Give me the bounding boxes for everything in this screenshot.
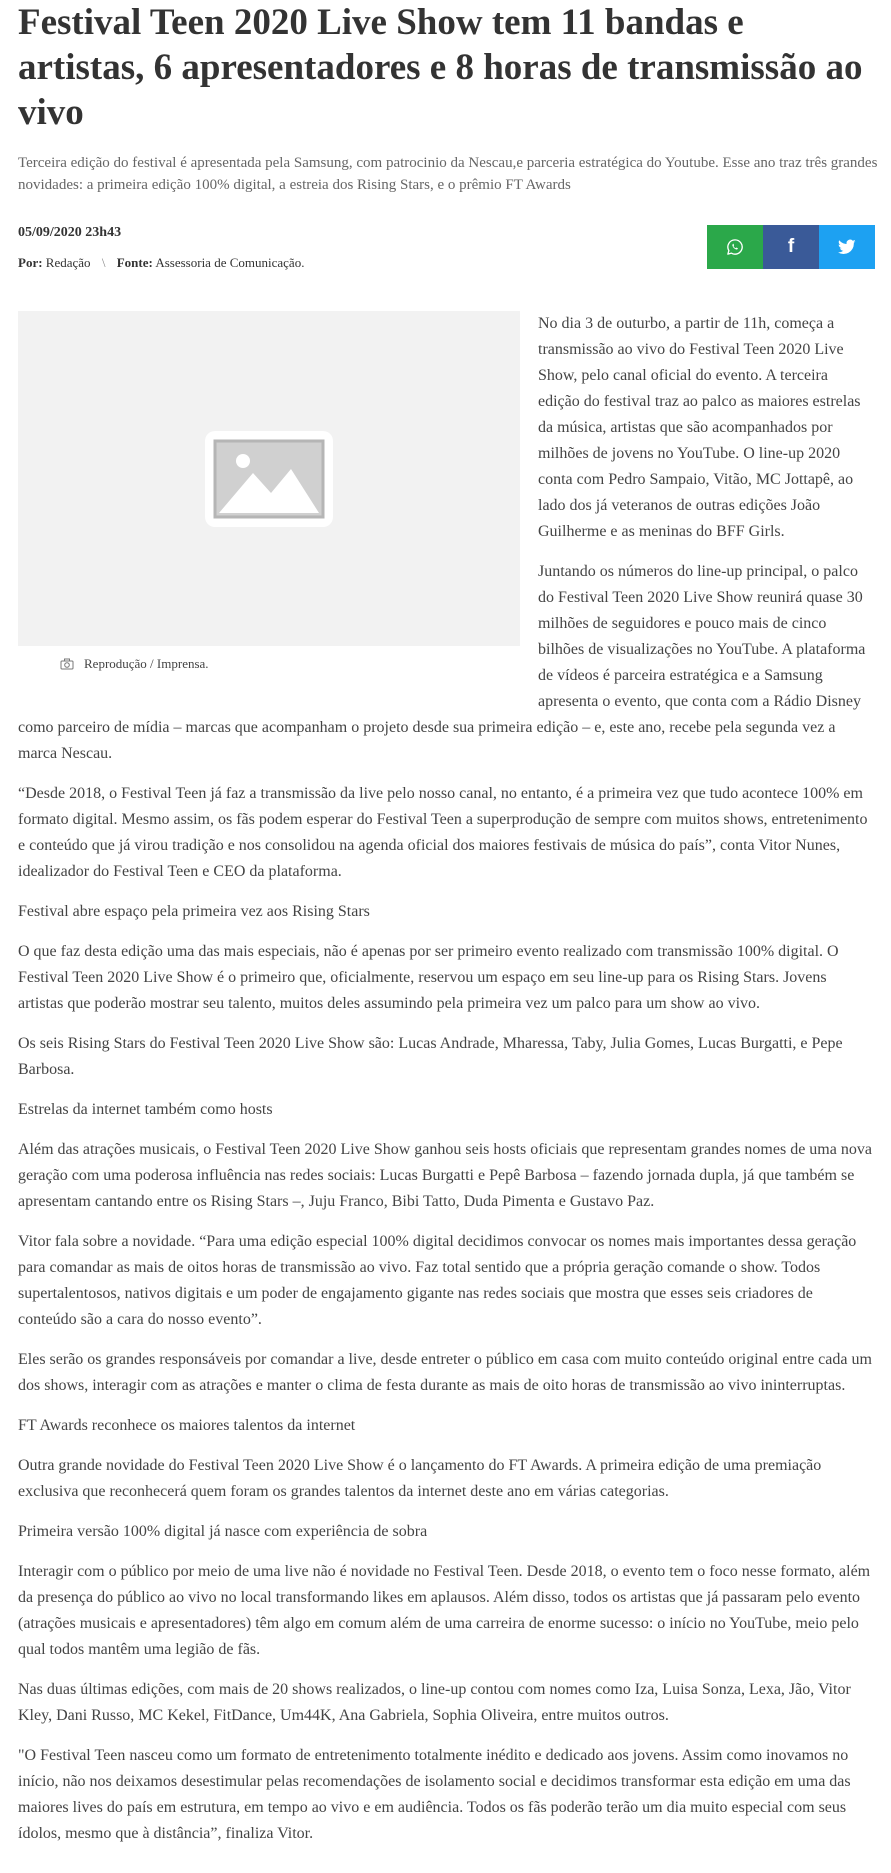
- publish-date: 05/09/2020 23h43: [18, 225, 122, 240]
- article-paragraph: Eles serão os grandes responsáveis por comandar a live, desde entreter o público em casa com muito conteúdo original entre cada um dos shows, interagir com as atrações e manter o clima de festa durante as mais de oito horas de transmissão ao vivo ininterruptas.: [18, 1351, 872, 1394]
- author-label: Por:: [18, 255, 43, 270]
- article-paragraph: Os seis Rising Stars do Festival Teen 2020 Live Show são: Lucas Andrade, Mharessa, Taby, Julia Gomes, Lucas Burgatti, e Pepe Barbosa.: [18, 1035, 843, 1078]
- author-name: Redação: [45, 255, 91, 270]
- article-paragraph: Juntando os números do line-up principal, o palco do Festival Teen 2020 Live Show reunirá quase 30 milhões de seguidores e pouco mais de cinco bilhões de visualizações no YouTube. A plataforma de vídeos é parceira estratégica e a Samsung apresenta o evento, que conta com a Rádio Disney como parceiro de mídia – marcas que acompanham o projeto desde sua primeira edição – e, este ano, recebe pela segunda vez a marca Nescau.: [18, 563, 866, 762]
- byline-separator: \: [101, 255, 106, 270]
- article-paragraph: O que faz desta edição uma das mais especiais, não é apenas por ser primeiro evento realizado com transmissão 100% digital. O Festival Teen 2020 Live Show é o primeiro que, oficialmente, reservou um espaço em seu line-up para os Rising Stars. Jovens artistas que poderão mostrar seu talento, muitos deles assumindo pela primeira vez um palco para um show ao vivo.: [18, 943, 839, 1012]
- article-paragraph: "O Festival Teen nasceu como um formato de entretenimento totalmente inédito e dedicado aos jovens. Assim como inovamos no início, não nos deixamos desestimular pelas recomendações de isolamento social e decidimos transformar esta edição em uma das maiores lives do país em estrutura, em tempo ao vivo e em audiência. Todos os fãs poderão terão um dia muito especial com seus ídolos, mesmo que à distância”, finaliza Vitor.: [18, 1747, 851, 1842]
- source-label: Fonte:: [116, 255, 153, 270]
- article-paragraph: Além das atrações musicais, o Festival Teen 2020 Live Show ganhou seis hosts oficiais que representam grandes nomes de uma nova geração com uma poderosa influência nas redes sociais: Lucas Burgatti e Pepê Barbosa – fazendo jornada dupla, já que também se apresentam cantando entre os Rising Stars –, Juju Franco, Bibi Tatto, Duda Pimenta e Gustavo Paz.: [18, 1141, 872, 1210]
- section-heading: Estrelas da internet também como hosts: [18, 1101, 273, 1118]
- article-headline: Festival Teen 2020 Live Show tem 11 bandas e artistas, 6 apresentadores e 8 horas de transmissão ao vivo: [18, 2, 863, 133]
- article-paragraph: Nas duas últimas edições, com mais de 20 shows realizados, o line-up contou com nomes como Iza, Luisa Sonza, Lexa, Jão, Vitor Kley, Dani Russo, MC Kekel, FitDance, Um44K, Ana Gabriela, Sophia Oliveira, entre muitos outros.: [18, 1681, 851, 1724]
- twitter-icon: [838, 239, 856, 255]
- whatsapp-share-button[interactable]: [707, 225, 763, 269]
- article-paragraph: Vitor fala sobre a novidade. “Para uma edição especial 100% digital decidimos convocar os nomes mais importantes dessa geração para comandar as mais de oitos horas de transmissão ao vivo. Faz total sentido que a própria geração comande o show. Todos supertalentosos, nativos digitais e um poder de engajamento gigante nas redes sociais que mostra que esses seis criadores de conteúdo são a cara do nosso evento”.: [18, 1233, 857, 1328]
- section-heading: FT Awards reconhece os maiores talentos da internet: [18, 1417, 356, 1434]
- facebook-share-button[interactable]: [763, 225, 819, 269]
- twitter-share-button[interactable]: [819, 225, 875, 269]
- article-paragraph: No dia 3 de outurbo, a partir de 11h, começa a transmissão ao vivo do Festival Teen 2020 Live Show, pelo canal oficial do evento. A terceira edição do festival traz ao palco as maiores estrelas da música, artistas que são acompanhados por milhões de jovens no YouTube. O line-up 2020 conta com Pedro Sampaio, Vitão, MC Jottapê, ao lado dos já veteranos de outras edições João Guilherme e as meninas do BFF Girls.: [538, 315, 861, 540]
- article-subtitle: Terceira edição do festival é apresentada pela Samsung, com patrocinio da Nescau,e parceria estratégica do Youtube. Esse ano traz três grandes novidades: a primeira edição 100% digital, a estreia dos Rising Stars, e o prêmio FT Awards: [18, 155, 878, 193]
- section-heading: Primeira versão 100% digital já nasce com experiência de sobra: [18, 1523, 428, 1540]
- image-caption-text: Reprodução / Imprensa.: [84, 656, 209, 671]
- whatsapp-icon: [726, 238, 744, 256]
- article-paragraph: “Desde 2018, o Festival Teen já faz a transmissão da live pelo nosso canal, no entanto, é a primeira vez que tudo acontece 100% em formato digital. Mesmo assim, os fãs podem esperar do Festival Teen a superprodução de sempre com muitos shows, entretenimento e conteúdo que já virou tradição e nos consolidou na agenda oficial dos maiores festivais de música do país”, conta Vitor Nunes, idealizador do Festival Teen e CEO da plataforma.: [18, 785, 868, 880]
- article-paragraph: Outra grande novidade do Festival Teen 2020 Live Show é o lançamento do FT Awards. A primeira edição de uma premiação exclusiva que reconhecerá quem foram os grandes talentos da internet deste ano em várias categorias.: [18, 1457, 822, 1500]
- byline: [18, 255, 304, 271]
- section-heading: Festival abre espaço pela primeira vez aos Rising Stars: [18, 903, 370, 920]
- facebook-icon: f: [787, 236, 795, 257]
- share-buttons: [707, 225, 875, 269]
- source-name: Assessoria de Comunicação.: [155, 255, 305, 270]
- article-paragraph: Interagir com o público por meio de uma live não é novidade no Festival Teen. Desde 2018, o evento tem o foco nesse formato, além da presença do público ao vivo no local transformando likes em aplausos. Além disso, todos os artistas que já passaram pelo evento (atrações musicais e apresentadores) têm algo em comum além de uma carreira de enorme sucesso: o início no YouTube, meio pelo qual todos mantêm uma legião de fãs.: [18, 1563, 871, 1658]
- article-body: [18, 311, 873, 1861]
